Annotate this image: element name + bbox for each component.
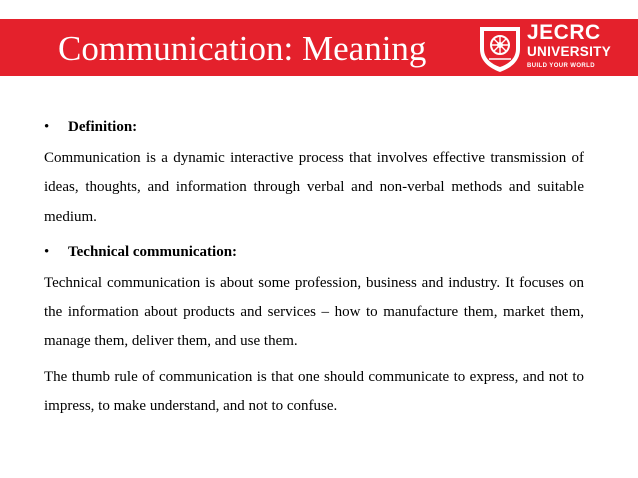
definition-text: Communication is a dynamic interactive process that involves effective transmission of ideas, thoughts, and information through verbal and non-verbal methods and suitable medium.	[44, 150, 584, 225]
slide-title: Communication: Meaning	[58, 29, 427, 68]
logo-subtitle: UNIVERSITY	[527, 44, 612, 59]
bullet-icon: •	[44, 119, 50, 135]
bullet-icon: •	[44, 243, 50, 260]
definition-bullet	[44, 113, 584, 141]
technical-text: Technical communication is about some profession, business and industry. It focuses on the information about products and services – how to manufacture them, market them, manage them, deliver them, and use them.	[44, 274, 584, 350]
header-bar	[0, 19, 638, 76]
definition-heading: Definition:	[68, 119, 138, 135]
crest-icon	[477, 23, 523, 73]
technical-heading: Technical communication:	[68, 243, 238, 260]
technical-bullet	[44, 238, 584, 266]
thumb-rule-text: The thumb rule of communication is that one should communicate to express, and not to impress, to make understand, and not to confuse.	[44, 368, 584, 415]
university-logo	[477, 22, 627, 74]
logo-name: JECRC	[527, 21, 601, 44]
slide-body	[44, 113, 584, 421]
logo-tagline: BUILD YOUR WORLD	[527, 63, 595, 69]
